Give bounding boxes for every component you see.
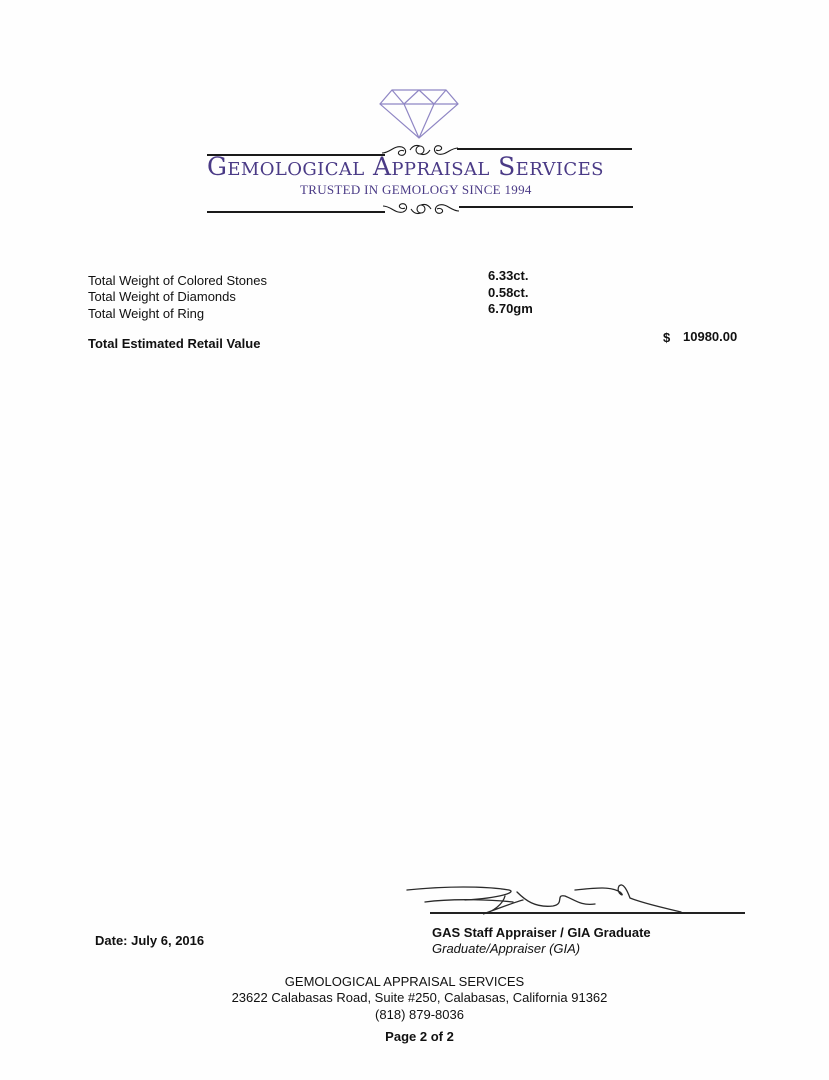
header-rule (459, 206, 633, 208)
signature (405, 880, 685, 920)
tagline: TRUSTED IN GEMOLOGY SINCE 1994 (300, 182, 532, 197)
company-name: Gemological Appraisal Services (207, 152, 604, 181)
weight-label-ring: Total Weight of Ring (88, 306, 205, 321)
total-currency: $ (663, 330, 671, 345)
appraiser-subtitle: Graduate/Appraiser (GIA) (432, 941, 581, 956)
scroll-ornament-icon (381, 198, 461, 220)
weight-label-diamonds: Total Weight of Diamonds (88, 289, 236, 304)
weight-value-colored-stones: 6.33ct. (488, 268, 529, 283)
appraisal-date: Date: July 6, 2016 (95, 933, 205, 948)
footer-address: 23622 Calabasas Road, Suite #250, Calabasas, California 91362 (231, 990, 608, 1005)
total-retail-value: 10980.00 (683, 329, 738, 344)
page-number: Page 2 of 2 (385, 1029, 454, 1044)
weight-value-ring: 6.70gm (488, 301, 533, 316)
footer-phone: (818) 879-8036 (375, 1007, 464, 1022)
weight-label-colored-stones: Total Weight of Colored Stones (88, 273, 267, 288)
footer-company: GEMOLOGICAL APPRAISAL SERVICES (284, 974, 525, 989)
diamond-icon (378, 86, 460, 140)
weight-value-diamonds: 0.58ct. (488, 285, 529, 300)
appraiser-title: GAS Staff Appraiser / GIA Graduate (432, 925, 651, 940)
signature-line (430, 912, 745, 914)
total-retail-value-label: Total Estimated Retail Value (88, 336, 261, 351)
header-rule (457, 148, 632, 150)
header-rule (207, 211, 385, 213)
